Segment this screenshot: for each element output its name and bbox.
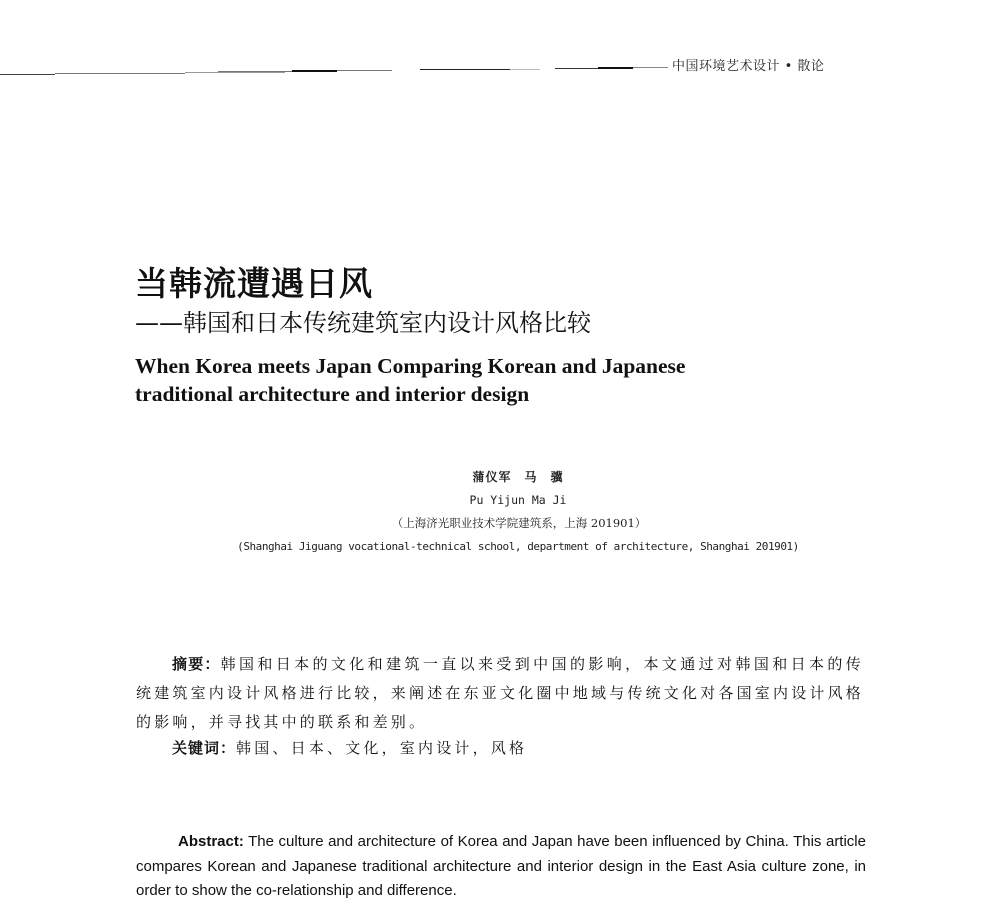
abstract-chinese-text: 韩国和日本的文化和建筑一直以来受到中国的影响，本文通过对韩国和日本的传统建筑室内设计风格进行比较，来阐述在东亚文化圈中地域与传统文化对各国室内设计风格的影响，并寻找其中的联系和差别。 [136,655,865,731]
abstract-chinese [136,650,864,737]
keywords-label: 关键词： [172,739,237,757]
keywords-text: 韩国、日本、文化，室内设计，风格 [236,739,528,757]
abstract-chinese-label: 摘要： [172,655,221,673]
subtitle-chinese: ——韩国和日本传统建筑室内设计风格比较 [135,309,591,337]
title-english-line-2: traditional architecture and interior design [135,382,530,406]
keywords-chinese [172,737,527,758]
abstract-english-label: Abstract: [178,833,244,850]
title-chinese: 当韩流遭遇日风 [135,264,373,303]
abstract-english [136,830,866,904]
title-english [135,352,775,408]
header-rule [0,68,668,82]
abstract-english-text: The culture and architecture of Korea and Japan have been influenced by China. This article compares Korean and Japanese traditional architecture and interior design in the East Asia culture zone, in order to show the co-relationship and difference. [136,833,866,899]
affiliation-chinese: （上海济光职业技术学院建筑系，上海 201901） [391,516,647,530]
author-names-english: Pu Yijun Ma Ji [469,493,567,507]
affiliation-english: (Shanghai Jiguang vocational-technical school, department of architecture, Shanghai 201901) [237,540,799,553]
journal-section-header: 中国环境艺术设计 • 散论 [672,59,825,74]
author-names-chinese: 蒲仪军 马 骥 [472,470,564,484]
author-block [0,466,1000,558]
title-english-line-1: When Korea meets Japan Comparing Korean and Japanese [135,354,686,378]
